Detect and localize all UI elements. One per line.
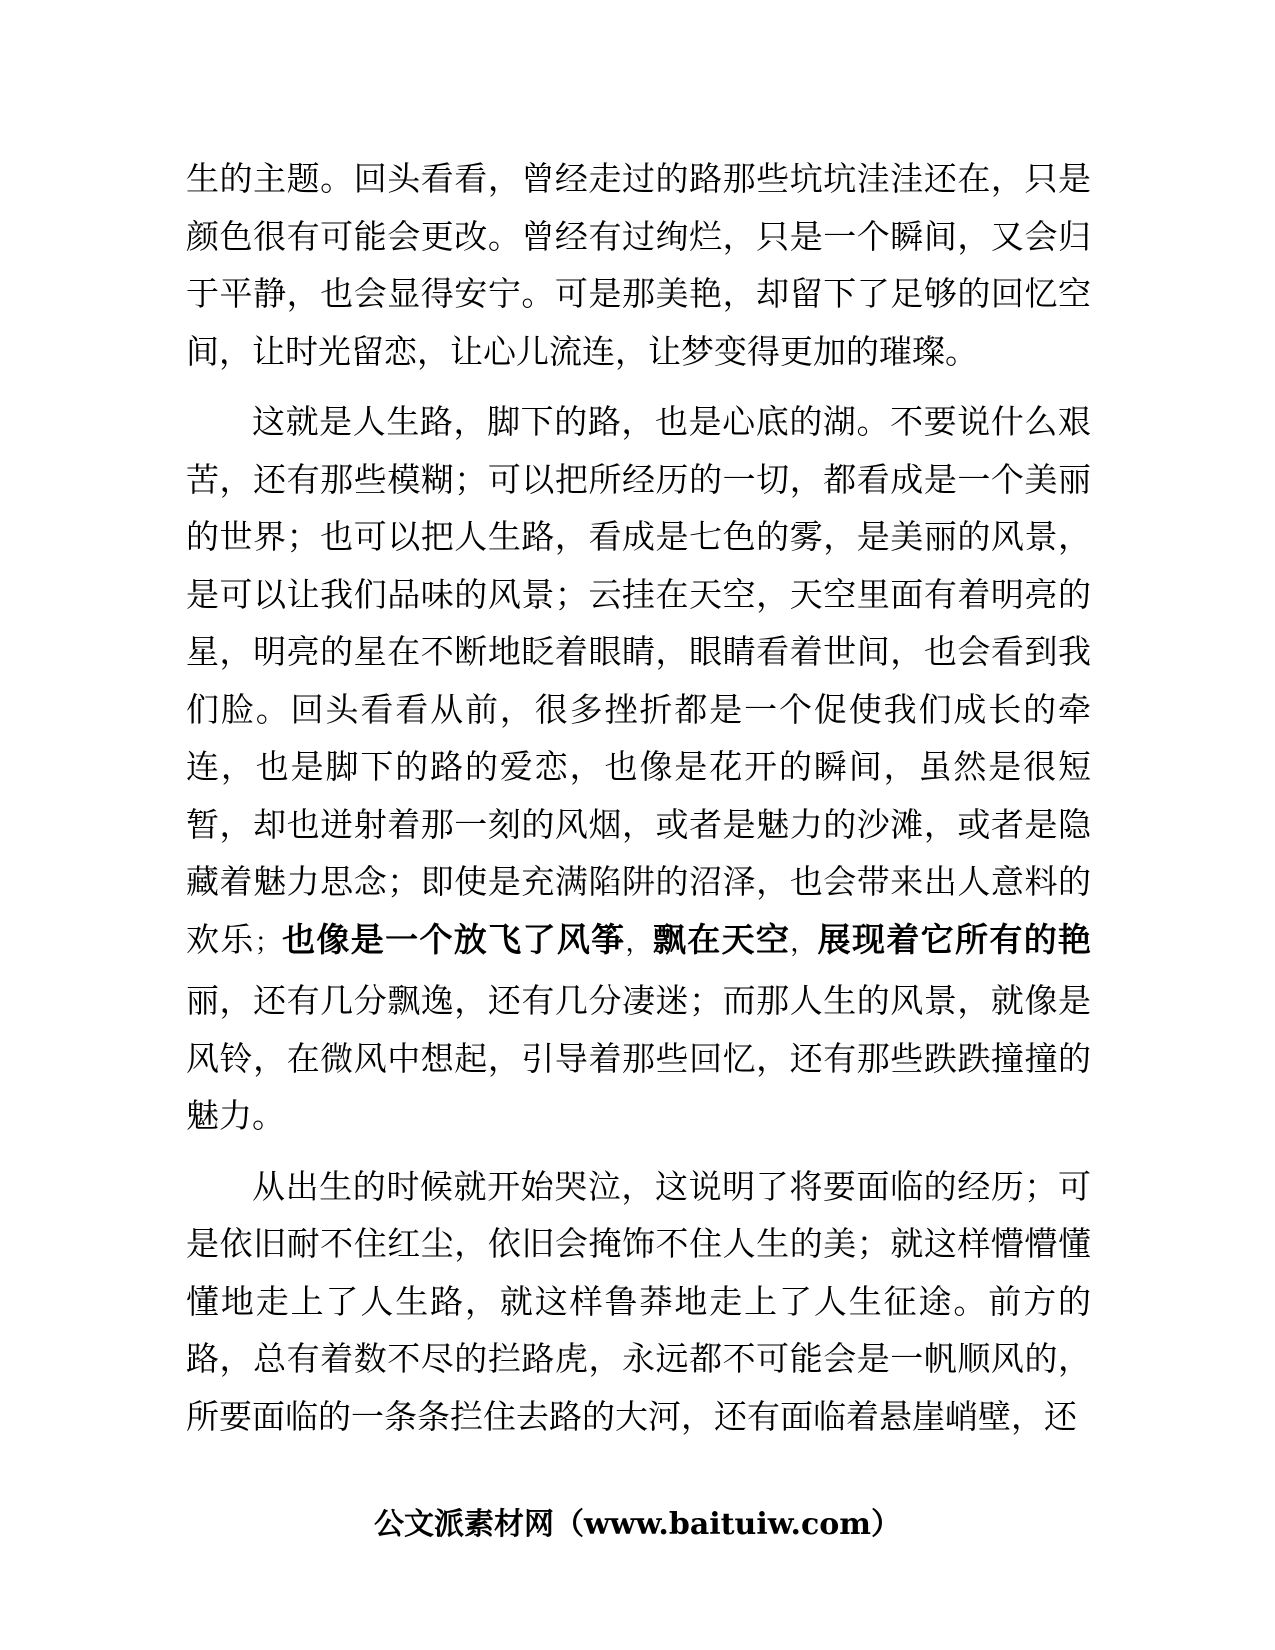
paragraph-2-text-before: 这就是人生路，脚下的路，也是心底的湖。不要说什么艰苦，还有那些模糊；可以把所经历的一切，都看成是一个美丽的世界；也可以把人生路，看成是七色的雾，是美丽的风景，是可以让我们品味的风景；云挂在天空，天空里面有着明亮的星，明亮的星在不断地眨着眼睛，眼睛看着世间，也会看到我们脸。回头看看从前，很多挫折都是一个促使我们成长的牵连，也是脚下的路的爱恋，也像是花开的瞬间，虽然是很短暂，却也迸射着那一刻的风烟，或者是魅力的沙滩，或者是隐藏着魅力思念；即使是充满陷阱的沼泽，也会带来出人意料的欢乐 [186,402,1091,959]
document-body [186,150,1091,1458]
paragraph-2-bold-run: 飘在天空 [652,919,791,959]
page-footer: 公文派素材网（www.baituiw.com） [373,1507,902,1542]
paragraph-2-text-after: 丽，还有几分飘逸，还有几分凄迷；而那人生的风景，就像是风铃，在微风中想起，引导着那些回忆，还有那些跌跌撞撞的魅力。 [186,981,1091,1135]
paragraph-2-separator: ， [625,927,653,958]
paragraph-2-separator: ， [790,927,818,958]
paragraph-3: 从出生的时候就开始哭泣，这说明了将要面临的经历；可是依旧耐不住红尘，依旧会掩饰不住人生的美；就这样懵懵懂懂地走上了人生路，就这样鲁莽地走上了人生征途。前方的路，总有着数不尽的拦路虎，永远都不可能会是一帆顺风的，所要面临的一条条拦住去路的大河，还有面临着悬崖峭壁，还 [186,1166,1091,1436]
paragraph-2-bold-run: 也像是一个放飞了风筝 [280,919,626,959]
paragraph-2-separator: ； [254,927,281,958]
paragraph-2 [186,393,1091,1145]
paragraph-1: 生的主题。回头看看，曾经走过的路那些坑坑洼洼还在，只是颜色很有可能会更改。曾经有过绚烂，只是一个瞬间，又会归于平静，也会显得安宁。可是那美艳，却留下了足够的回忆空间，让时光留恋，让心儿流连，让梦变得更加的璀璨。 [186,159,1091,371]
paragraph-2-bold-run: 展现着它所有的艳 [817,919,1092,959]
